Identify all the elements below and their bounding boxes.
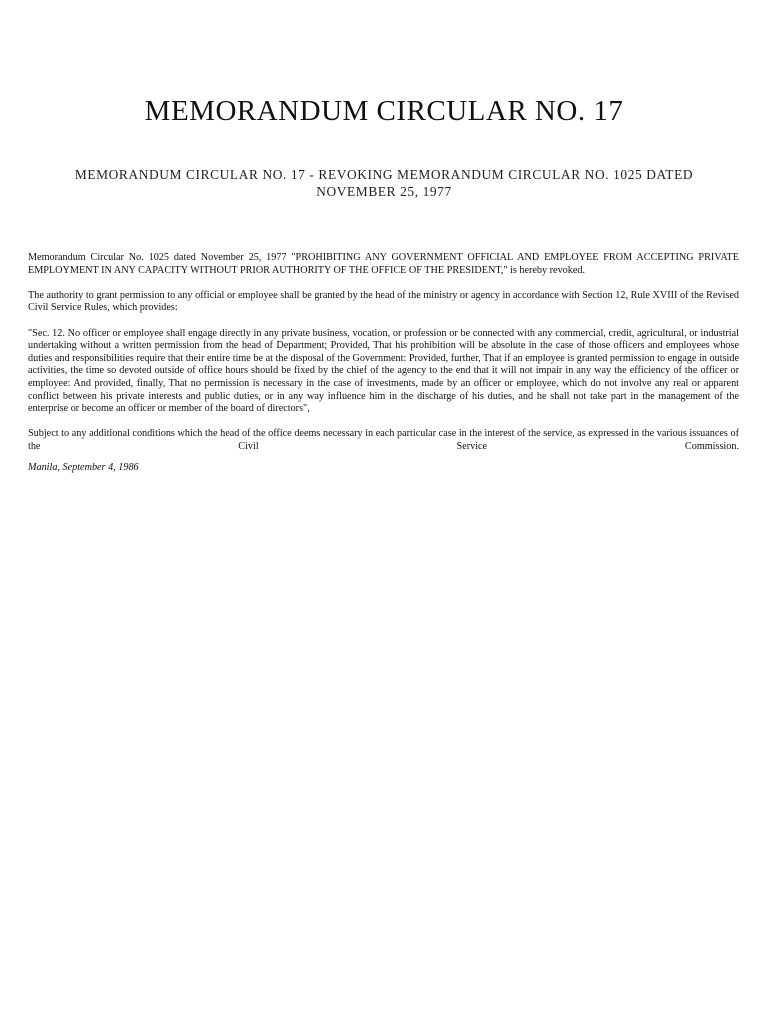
document-body	[28, 252, 739, 487]
document-title: MEMORANDUM CIRCULAR NO. 17	[144, 95, 624, 127]
paragraph-revocation: Memorandum Circular No. 1025 dated November 25, 1977 "PROHIBITING ANY GOVERNMENT OFFICIAL AND EMPLOYEE FROM ACCEPTING PRIVATE EMPLOYMENT IN ANY CAPACITY WITHOUT PRIOR AUTHORITY OF THE OFFICE OF THE PRESIDENT," is hereby revoked.	[28, 252, 739, 276]
paragraph-conditions: Subject to any additional conditions which the head of the office deems necessary in each particular case in the interest of the service, as expressed in the various issuances of the Civil Service Commission.	[28, 428, 739, 452]
paragraph-section-12-quote: "Sec. 12. No officer or employee shall engage directly in any private business, vocation, or profession or be connected with any commercial, credit, agricultural, or industrial undertaking without a written permission from the head of Department; Provided, That his prohibition will be absolute in the case of those officers and employees whose duties and responsibilities require that their entire time be at the disposal of the Government: Provided, further, That if an employee is granted permission to engage in outside activities, the time so devoted outside of office hours should be fixed by the chief of the agency to the end that it will not impair in any way the efficiency of the officer or employee: And provided, finally, That no permission is necessary in the case of investments, made by an officer or employee, which do not involve any real or apparent conflict between his private interests and public duties, or in any way influence him in the discharge of his duties, and he shall not take part in the management of the enterprise or become an officer or member of the board of directors",	[28, 327, 739, 415]
paragraph-authority: The authority to grant permission to any official or employee shall be granted by the head of the ministry or agency in accordance with Section 12, Rule XVIII of the Revised Civil Service Rules, which provides:	[28, 289, 739, 314]
document-subtitle: MEMORANDUM CIRCULAR NO. 17 - REVOKING MEMORANDUM CIRCULAR NO. 1025 DATED NOVEMBER 25, 1977	[74, 167, 694, 199]
signoff-place-date: Manila, September 4, 1986	[28, 461, 139, 473]
